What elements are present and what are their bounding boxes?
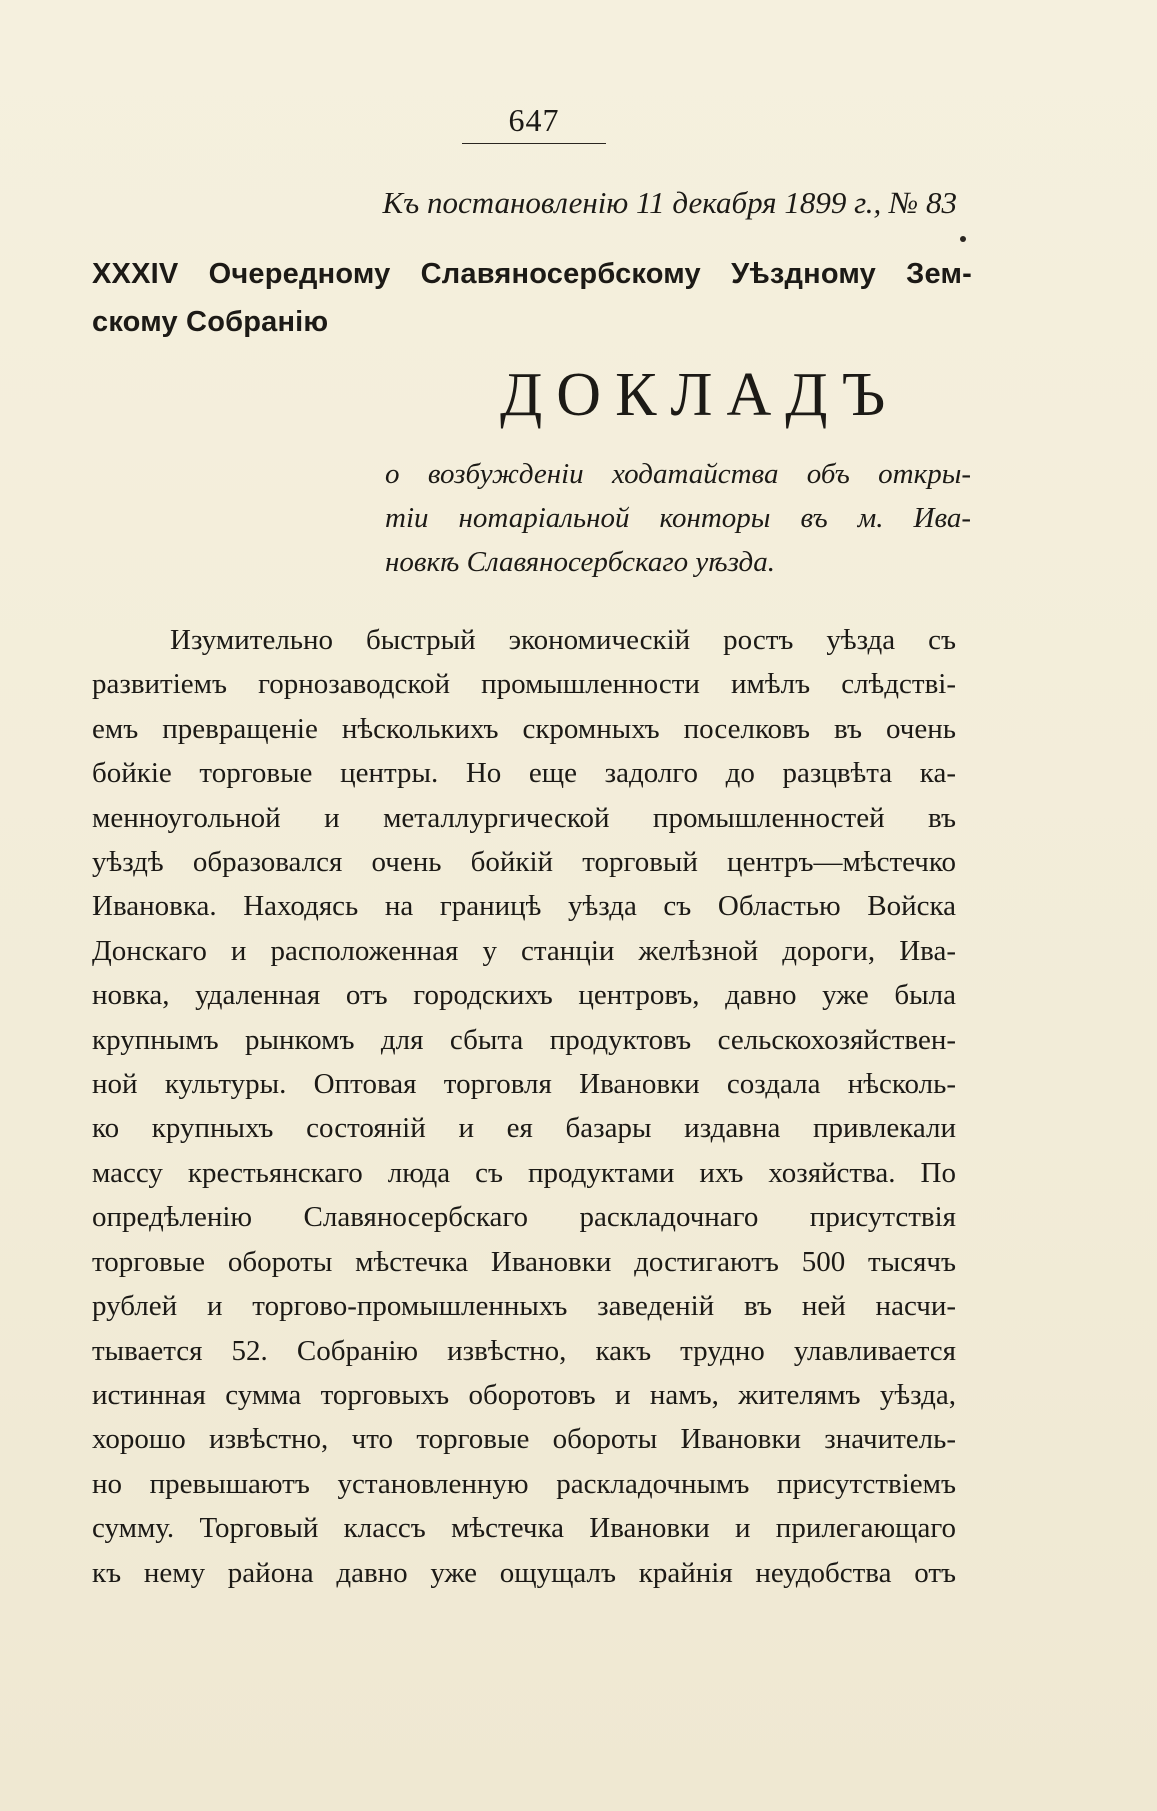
body-line: рублей и торгово-промышленныхъ заведенiй въ ней насчи- <box>92 1290 956 1323</box>
body-line: опредѣленiю Славяносербскаго раскладочнаго присутствiя <box>92 1201 956 1234</box>
body-line: но превышаютъ установленную раскладочнымъ присутствiемъ <box>92 1467 956 1500</box>
body-line: Донскаго и расположенная у станцiи желѣзной дороги, Ива- <box>92 934 956 967</box>
report-subject <box>385 452 971 584</box>
addressee-line: XXXIV Очередному Славяносербскому Уѣздному Зем- <box>92 258 972 290</box>
page-number-rule <box>462 143 606 144</box>
body-line: ной культуры. Оптовая торговля Ивановки создала нѣсколь- <box>92 1068 956 1101</box>
body-line: Изумительно быстрый экономическiй ростъ уѣзда съ <box>170 624 956 656</box>
ink-speck <box>960 236 966 242</box>
body-line: сумму. Торговый классъ мѣстечка Ивановки и прилегающаго <box>92 1512 956 1545</box>
subject-line: о возбужденiи ходатайства объ откры- <box>385 458 971 490</box>
body-line: хорошо извѣстно, что торговые обороты Ивановки значитель- <box>92 1423 956 1456</box>
subject-line: тiи нотарiальной конторы въ м. Ива- <box>385 502 971 534</box>
body-line: тывается 52. Собранiю извѣстно, какъ трудно улавливается <box>92 1334 956 1367</box>
document-title: ДОКЛАДЪ <box>500 361 900 429</box>
page-number: 647 <box>508 102 560 138</box>
subject-line: новкѣ Славяносербскаго уѣзда. <box>385 546 775 578</box>
body-line: ко крупныхъ состоянiй и ея базары издавна привлекали <box>92 1112 956 1145</box>
body-line: торговые обороты мѣстечка Ивановки достигаютъ 500 тысячъ <box>92 1245 956 1278</box>
addressee-line: скому Собранiю <box>92 306 329 338</box>
attachment-reference: Къ постановленiю 11 декабря 1899 г., № 83 <box>382 185 957 220</box>
body-line: менноугольной и металлургической промышленностей въ <box>92 801 956 834</box>
body-line: новка, удаленная отъ городскихъ центровъ, давно уже была <box>92 979 956 1012</box>
addressee-heading <box>92 250 972 346</box>
body-line: развитiемъ горнозаводской промышленности имѣлъ слѣдствi- <box>92 668 956 701</box>
body-line: уѣздѣ образовался очень бойкiй торговый центръ—мѣстечко <box>92 846 956 879</box>
body-paragraph <box>92 618 956 1595</box>
body-line: Ивановка. Находясь на границѣ уѣзда съ Областью Войска <box>92 890 956 923</box>
body-line: къ нему района давно уже ощущалъ крайнiя неудобства отъ <box>92 1556 956 1589</box>
body-line: массу крестьянскаго люда съ продуктами ихъ хозяйства. По <box>92 1156 956 1189</box>
body-line: истинная сумма торговыхъ оборотовъ и намъ, жителямъ уѣзда, <box>92 1378 956 1411</box>
body-line: крупнымъ рынкомъ для сбыта продуктовъ сельскохозяйствен- <box>92 1023 956 1056</box>
body-line: емъ превращенiе нѣсколькихъ скромныхъ поселковъ въ очень <box>92 712 956 745</box>
body-line: бойкiе торговые центры. Но еще задолго до разцвѣта ка- <box>92 757 956 790</box>
